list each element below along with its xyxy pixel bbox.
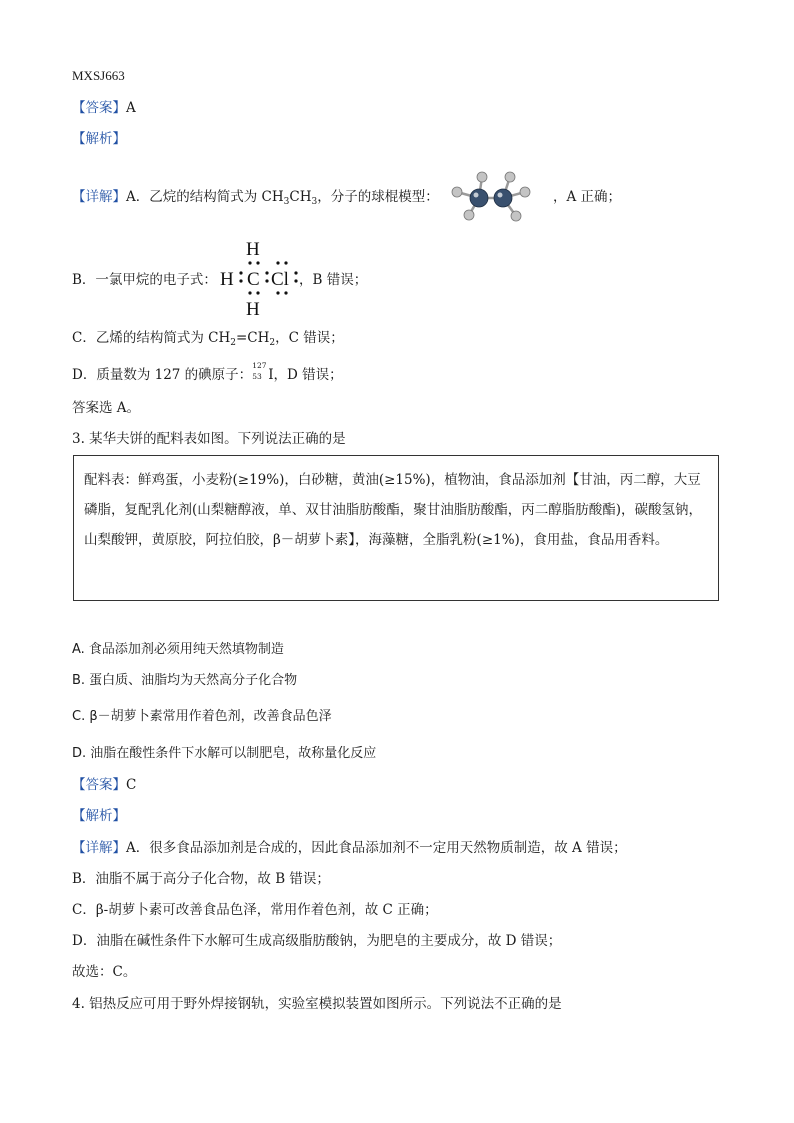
q2-detail-a [72,187,439,212]
mass-number: 127 [252,361,267,370]
answer-tag: 【答案】 [72,100,126,116]
subscript: 3 [283,197,290,207]
atomic-number: 53 [252,372,262,381]
element-symbol: I [268,367,274,383]
detail-b-end: ，B 错误； [299,272,368,288]
detail-a-end: ，A 正确； [553,189,622,205]
q4-stem: 4. 铝热反应可用于野外焊接钢轨，实验室模拟装置如图所示。下列说法不正确的是 [72,996,562,1012]
option-c: C. β－胡萝卜素常用作着色剂，改善食品色泽 [72,709,332,724]
subscript: 3 [311,197,318,207]
q3-detail-b: B．油脂不属于高分子化合物，故 B 错误； [72,871,330,887]
detail-a-tail: ，分子的球棍模型： [317,189,439,205]
chloromethane-lewis-structure [216,237,298,319]
q3-stem: 3. 某华夫饼的配料表如图。下列说法正确的是 [72,431,346,447]
detail-d-text: D．质量数为 127 的碘原子： [72,367,253,383]
option-a: A. 食品添加剂必须用纯天然填物制造 [72,642,284,657]
q2-answer-line [72,98,136,118]
lewis-h-left: H [220,269,234,290]
ingredient-list-box: 配料表：鲜鸡蛋，小麦粉(≥19%)，白砂糖，黄油(≥15%)，植物油，食品添加剂【甘油，丙二醇，大豆磷脂，复配乳化剂(山梨糖醇液，单、双甘油脂肪酸酯，聚甘油脂肪酸酯，丙二醇脂肪酸酯)，碳酸氢钠，山梨酸钾，黄原胶，阿拉伯胶，β－胡萝卜素】，海藻糖，全脂乳粉(≥1%)，食用盐，食品用香料。 [73,455,719,601]
analysis-tag: 【解析】 [72,131,126,147]
lewis-h-top: H [246,239,260,260]
detail-c-text: C．乙烯的结构简式为 CH [72,330,231,346]
q3-detail-c: C．β-胡萝卜素可改善食品色泽，常用作着色剂，故 C 正确； [72,902,438,918]
iodine-isotope [252,363,268,383]
subscript: 2 [230,338,236,348]
answer-tag: 【答案】 [72,777,126,793]
answer-value: A [126,100,136,116]
lewis-h-bottom: H [246,299,260,319]
q3-detail-a [72,838,627,858]
analysis-tag: 【解析】 [72,808,126,824]
q3-answer-line [72,775,136,795]
detail-a-text: A．很多食品添加剂是合成的，因此食品添加剂不一定用天然物质制造，故 A 错误； [126,840,627,856]
detail-d-end: ，D 错误； [273,367,343,383]
option-b: B. 蛋白质、油脂均为天然高分子化合物 [72,673,298,688]
q3-detail-d: D．油脂在碱性条件下水解可生成高级脂肪酸钠，为肥皂的主要成分，故 D 错误； [72,933,562,949]
formula-part: CH [289,189,312,205]
detail-tag: 【详解】 [72,189,126,205]
subscript: 2 [269,338,276,348]
q2-detail-b [72,270,217,290]
q2-detail-c [72,328,344,353]
detail-tag: 【详解】 [72,840,126,856]
answer-value: C [126,777,137,793]
formula-part: =CH [235,330,270,346]
q2-conclusion: 答案选 A。 [72,400,141,416]
detail-a-text: A．乙烷的结构简式为 CH [126,189,284,205]
q2-analysis-tag [72,129,126,149]
lewis-cl: Cl [271,269,289,290]
detail-c-end: ，C 错误； [275,330,344,346]
lewis-c: C [247,269,260,290]
q3-conclusion: 故选：C。 [72,964,137,980]
ethane-ball-stick-model [445,170,537,226]
document-code: MXSJ663 [72,68,125,83]
detail-b-text: B．一氯甲烷的电子式： [72,272,217,288]
option-d: D. 油脂在酸性条件下水解可以制肥皂，故称量化反应 [72,746,377,761]
q3-analysis-tag [72,806,126,826]
q2-detail-d [72,363,343,385]
